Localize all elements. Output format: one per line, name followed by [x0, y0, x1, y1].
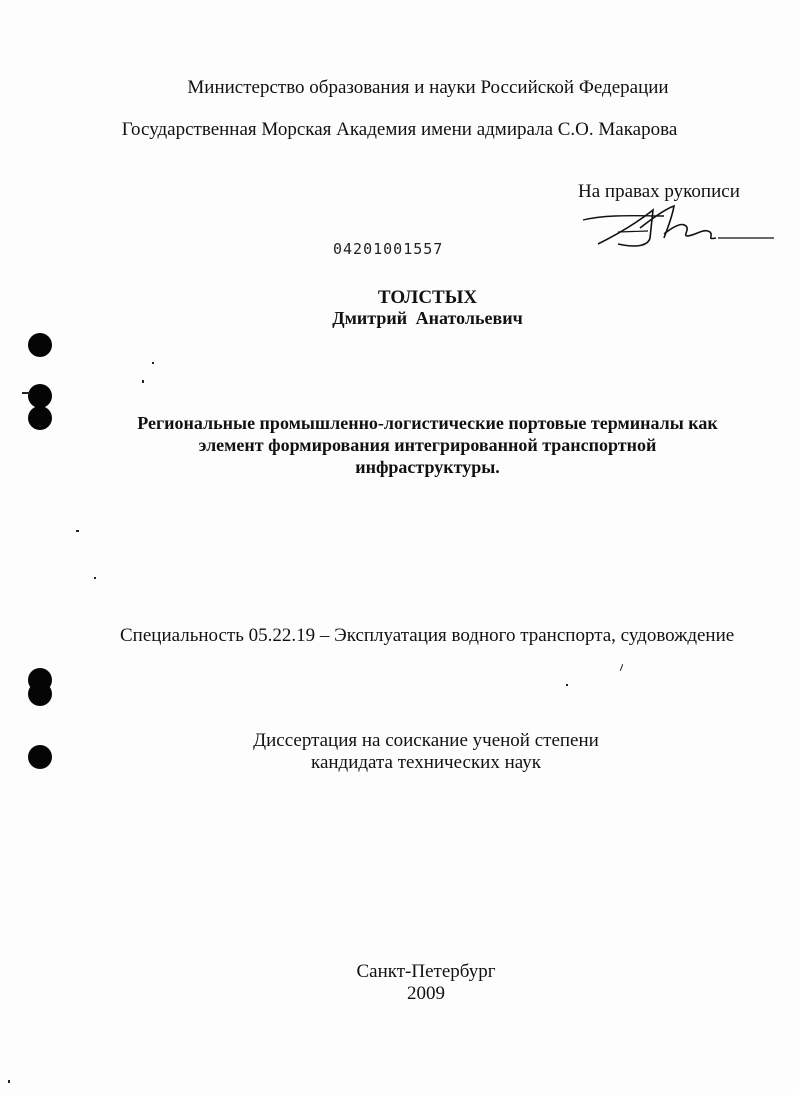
- title-line: Региональные промышленно-логистические портовые терминалы как: [137, 413, 718, 433]
- scan-speck: [76, 530, 79, 532]
- author-signature: [578, 204, 778, 260]
- title-line: элемент формирования интегрированной транспортной: [198, 435, 657, 455]
- punch-hole: [28, 682, 52, 706]
- scan-speck: [620, 664, 623, 671]
- punch-hole: [28, 745, 52, 769]
- scan-speck: [22, 392, 30, 394]
- dissertation-title: [100, 412, 755, 478]
- inventory-number: 04201001557: [333, 240, 444, 258]
- ministry-name: Министерство образования и науки Российской Федерации: [187, 77, 669, 98]
- year: 2009: [407, 983, 445, 1004]
- academy-name: Государственная Морская Академия имени адмирала С.О. Макарова: [121, 119, 678, 140]
- scan-speck: [94, 577, 96, 579]
- author-given-names: Дмитрий Анатольевич: [332, 308, 523, 328]
- author-surname: ТОЛСТЫХ: [377, 287, 478, 308]
- degree-line-2: кандидата технических наук: [311, 752, 541, 773]
- degree-line-1: Диссертация на соискание ученой степени: [253, 730, 599, 751]
- scan-speck: [152, 362, 154, 364]
- place: Санкт-Петербург: [356, 961, 496, 982]
- punch-hole: [28, 333, 52, 357]
- rights-note: На правах рукописи: [578, 181, 740, 202]
- scan-speck: [8, 1080, 10, 1083]
- specialty: Специальность 05.22.19 – Эксплуатация водного транспорта, судовождение: [120, 625, 735, 646]
- title-line: инфраструктуры.: [355, 457, 500, 477]
- punch-hole: [28, 384, 52, 408]
- scan-speck: [142, 380, 144, 383]
- scan-speck: [566, 684, 568, 686]
- punch-hole: [28, 406, 52, 430]
